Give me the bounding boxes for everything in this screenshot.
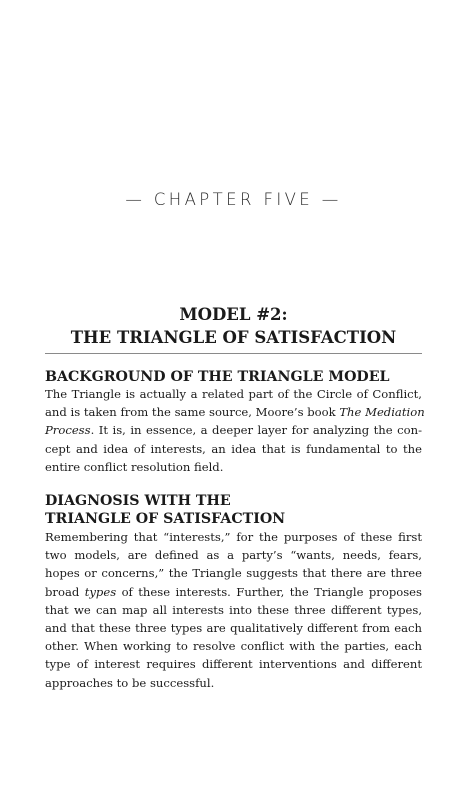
section-heading-diagnosis-line-1: DIAGNOSIS WITH THE: [45, 493, 231, 509]
italic-text: Process: [45, 423, 91, 438]
body-line: Remembering that “interests,” for the purposes of these first: [45, 530, 422, 544]
body-line: cept and idea of interests, an idea that is fundamental to the: [45, 441, 422, 456]
model-title-line-2: THE TRIANGLE OF SATISFACTION: [70, 328, 397, 347]
body-line: approaches to be successful.: [45, 675, 215, 690]
section-body-diagnosis: [45, 528, 422, 692]
italic-text: types: [84, 584, 117, 599]
section-heading-background: BACKGROUND OF THE TRIANGLE MODEL: [45, 369, 390, 385]
body-line: and is taken from the same source, Moore’s book The Mediation: [45, 405, 425, 420]
body-line: other. When working to resolve conflict with the parties, each: [45, 639, 422, 654]
chapter-label: — CHAPTER FIVE —: [125, 190, 342, 209]
model-title-line-1: MODEL #2:: [179, 305, 288, 324]
body-line: Process. It is, in essence, a deeper layer for analyzing the con-: [45, 423, 422, 438]
body-line: hopes or concerns,” the Triangle suggests that there are three: [45, 566, 422, 581]
body-line: type of interest requires different interventions and different: [45, 657, 422, 672]
italic-text: The Mediation: [339, 405, 425, 420]
model-title: [45, 303, 422, 349]
body-line: two models, are defined as a party’s “wants, needs, fears,: [45, 548, 422, 563]
body-line: and that these three types are qualitatively different from each: [45, 620, 422, 635]
body-line: that we can map all interests into these three different types,: [45, 602, 422, 617]
body-line: broad types of these interests. Further, the Triangle proposes: [45, 584, 422, 599]
body-line: The Triangle is actually a related part of the Circle of Conflict,: [45, 387, 422, 401]
section-heading-diagnosis-line-2: TRIANGLE OF SATISFACTION: [45, 511, 286, 527]
book-page: [45, 0, 425, 800]
title-divider: [45, 353, 422, 354]
body-line: entire conflict resolution field.: [45, 459, 224, 474]
section-body-background: [45, 385, 425, 476]
